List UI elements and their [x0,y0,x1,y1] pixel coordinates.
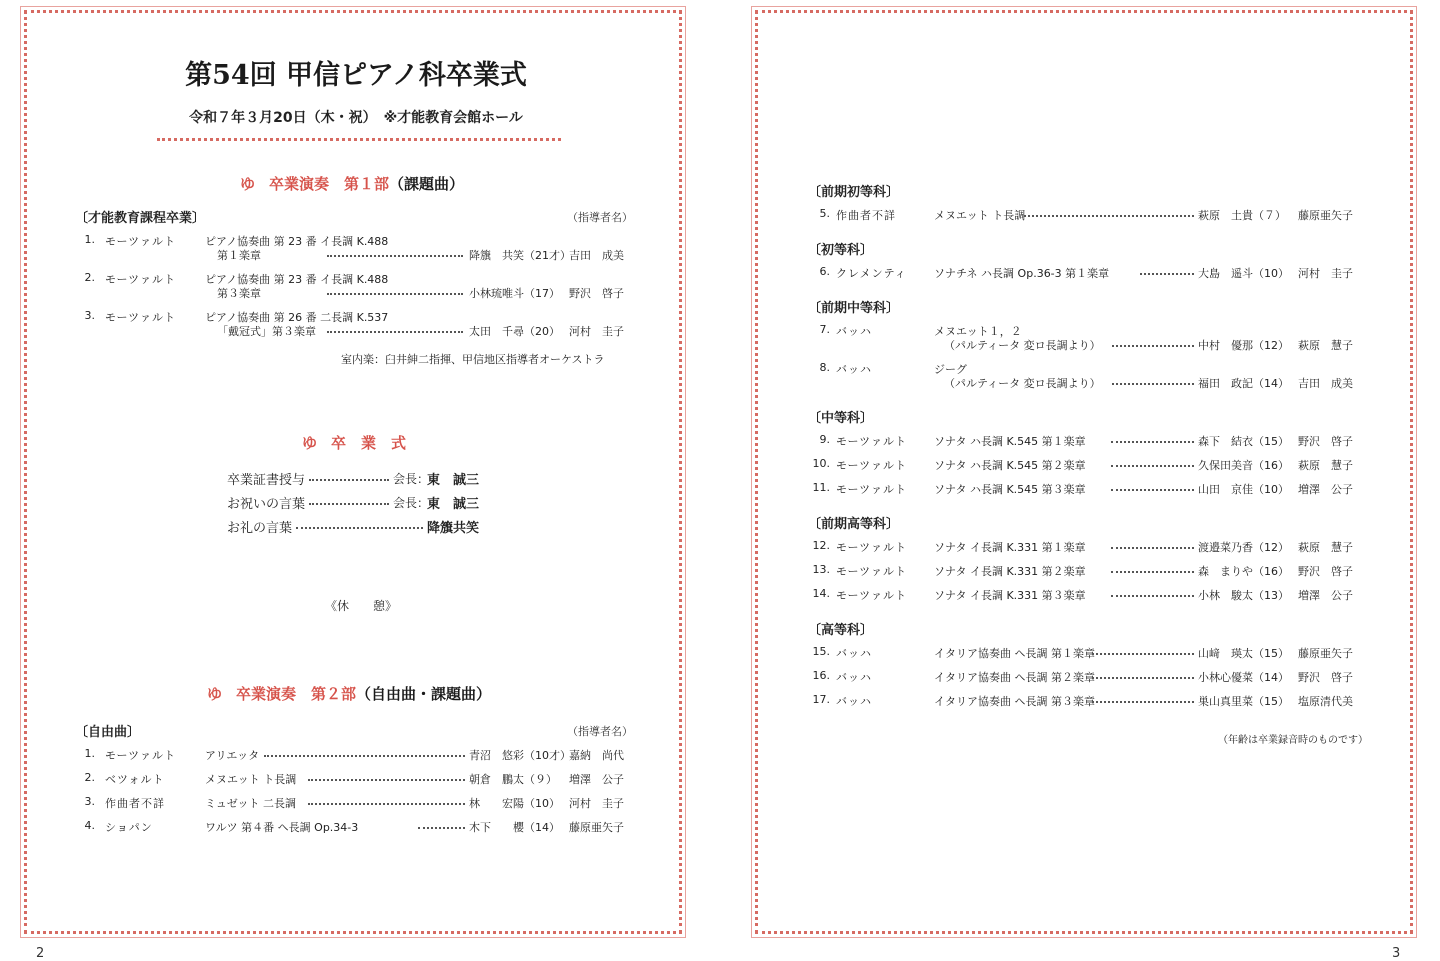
piece-subtitle: （パルティータ 変ロ長調より） [944,339,1101,352]
ceremony-person: 東 誠三 [427,497,480,512]
table-row [27,747,685,763]
composer-name: モーツァルト [105,273,177,286]
orchestra-note: 室内楽：臼井紳二指揮、甲信地区指導者オーケストラ [341,353,605,366]
composer-name: 作曲者不詳 [105,797,165,810]
piece-title: イタリア協奏曲 ヘ長調 第３楽章 [934,695,1095,708]
group-label: 〔中等科〕 [808,411,874,426]
section-mark-icon: ゆ [207,685,223,703]
composer-name: モーツァルト [105,311,177,324]
entry-number: 10. [812,457,830,470]
leader-dots [1111,489,1194,491]
leader-dots [1092,653,1194,655]
leader-dots [1092,701,1194,703]
piece-movement: 「戴冠式」第３楽章 [217,325,316,338]
piece-movement: 第１楽章 [217,249,261,262]
part2-heading [207,683,491,704]
student-name: 小林心優菜（14） [1198,671,1289,684]
program-title: 第54回 甲信ピアノ科卒業式 [185,60,527,91]
teacher-column-header: （指導者名） [567,725,633,738]
entry-number: 11. [812,481,830,494]
leader-dots [1111,441,1194,443]
leader-dots [308,803,465,805]
table-row [758,481,1416,497]
student-name: 朝倉 鵬太（９） [469,773,557,786]
piece-title: ソナタ ハ長調 K.545 第３楽章 [934,483,1086,496]
ceremony-heading [302,432,406,453]
piece-title: イタリア協奏曲 ヘ長調 第１楽章 [934,647,1095,660]
leader-dots [308,779,465,781]
table-row [27,323,685,339]
piece-title: ミュゼット 二長調 [205,797,297,810]
page-number: 3 [1392,946,1401,961]
ceremony-person: 降籏共笑 [427,521,480,536]
table-row [758,669,1416,685]
piece-title: アリエッタ [205,749,260,762]
piece-subtitle: （パルティータ 変ロ長調より） [944,377,1101,390]
ceremony-role: 会長： [393,496,430,510]
piece-movement: 第３楽章 [217,287,261,300]
leader-dots [1112,345,1194,347]
piece-title: ソナタ イ長調 K.331 第３楽章 [934,589,1086,602]
student-name: 森 まりや（16） [1198,565,1289,578]
part1-heading [240,173,464,194]
leader-dots [327,255,463,257]
group-label-course: 〔才能教育課程卒業〕 [75,211,206,226]
entry-number: 1. [84,747,95,760]
part2-heading-paren: （自由曲・課題曲） [356,685,492,703]
table-row [758,375,1416,391]
entry-number: 13. [812,563,830,576]
table-row [27,795,685,811]
student-name: 林 宏陽（10） [469,797,560,810]
entry-number: 12. [812,539,830,552]
table-row [758,337,1416,353]
table-row [758,539,1416,555]
program-page-left [24,10,682,934]
table-row [27,771,685,787]
student-name: 小林琉唯斗（17） [469,287,560,300]
ceremony-item [227,517,487,535]
teacher-name: 藤原亜矢子 [569,821,624,834]
table-row [758,587,1416,603]
table-row [27,247,685,263]
piece-title: ピアノ協奏曲 第 26 番 二長調 K.537 [205,311,389,324]
entry-number: 3. [84,309,95,322]
composer-name: 作曲者不詳 [836,209,896,222]
teacher-name: 河村 圭子 [1298,267,1353,280]
table-row [758,433,1416,449]
student-name: 山﨑 瑛太（15） [1198,647,1289,660]
student-name: 萩原 土貴（７） [1198,209,1286,222]
leader-dots [1024,215,1194,217]
composer-name: モーツァルト [105,749,177,762]
leader-dots [309,503,389,505]
group-label: 〔前期初等科〕 [808,185,900,200]
group-label: 〔初等科〕 [808,243,874,258]
piece-title: メヌエット ト長調 [934,209,1026,222]
ceremony-item [227,493,487,511]
composer-name: バッハ [836,325,872,338]
table-row [758,645,1416,661]
piece-title: ソナタ イ長調 K.331 第２楽章 [934,565,1086,578]
teacher-name: 野沢 啓子 [1298,565,1353,578]
event-date-venue: 令和７年３月20日（木・祝） ※才能教育会館ホール [189,110,523,126]
entry-number: 15. [812,645,830,658]
piece-title: メヌエット１，２ [934,325,1022,338]
teacher-name: 萩原 慧子 [1298,459,1353,472]
piece-title: ソナタ ハ長調 K.545 第２楽章 [934,459,1086,472]
student-name: 太田 千尋（20） [469,325,560,338]
piece-title: ピアノ協奏曲 第 23 番 イ長調 K.488 [205,235,389,248]
leader-dots [1112,383,1194,385]
piece-title: イタリア協奏曲 ヘ長調 第２楽章 [934,671,1095,684]
leader-dots [418,827,465,829]
leader-dots [296,527,423,529]
piece-title: ピアノ協奏曲 第 23 番 イ長調 K.488 [205,273,389,286]
piece-title: ジーグ [934,363,967,376]
page-number: 2 [36,946,45,961]
student-name: 山田 京佳（10） [1198,483,1289,496]
entry-number: 4. [84,819,95,832]
student-name: 小林 駿太（13） [1198,589,1289,602]
entry-number: 2. [84,271,95,284]
teacher-column-header: （指導者名） [567,211,633,224]
composer-name: ベツォルト [105,773,165,786]
composer-name: ショパン [105,821,153,834]
section-mark-icon: ゆ [302,434,318,452]
entry-number: 7. [819,323,830,336]
part2-heading-main: 卒業演奏 第２部 [236,685,357,703]
group-label: 〔高等科〕 [808,623,874,638]
student-name: 大島 遥斗（10） [1198,267,1289,280]
group-label: 〔前期中等科〕 [808,301,900,316]
entry-number: 8. [819,361,830,374]
teacher-name: 増澤 公子 [1298,483,1353,496]
student-name: 青沼 悠彩（10才） [469,749,571,762]
ceremony-person: 東 誠三 [427,473,480,488]
ceremony-item [227,469,487,487]
teacher-name: 河村 圭子 [569,325,624,338]
teacher-name: 藤原亜矢子 [1298,209,1353,222]
composer-name: クレメンティ [836,267,907,280]
student-name: 福田 政記（14） [1198,377,1289,390]
piece-title: ソナチネ ハ長調 Op.36-3 第１楽章 [934,267,1110,280]
part1-heading-paren: （課題曲） [389,175,465,193]
leader-dots [309,479,389,481]
part1-heading-main: 卒業演奏 第１部 [269,175,390,193]
leader-dots [1111,595,1194,597]
composer-name: バッハ [836,647,872,660]
teacher-name: 嘉納 尚代 [569,749,624,762]
composer-name: モーツァルト [836,459,908,472]
ceremony-heading-main: 卒 業 式 [331,434,407,452]
student-name: 木下 櫻（14） [469,821,560,834]
piece-title: ソナタ イ長調 K.331 第１楽章 [934,541,1086,554]
table-row [758,457,1416,473]
ceremony-role: 会長： [393,472,430,486]
student-name: 中村 優那（12） [1198,339,1289,352]
leader-dots [327,293,463,295]
table-row [27,819,685,835]
piece-title: ソナタ ハ長調 K.545 第１楽章 [934,435,1086,448]
entry-number: 2. [84,771,95,784]
entry-number: 3. [84,795,95,808]
entry-number: 1. [84,233,95,246]
composer-name: モーツァルト [836,589,908,602]
intermission: 《休 憩》 [325,599,398,613]
teacher-name: 藤原亜矢子 [1298,647,1353,660]
entry-number: 16. [812,669,830,682]
teacher-name: 萩原 慧子 [1298,541,1353,554]
composer-name: モーツァルト [836,541,908,554]
teacher-name: 河村 圭子 [569,797,624,810]
table-row [758,207,1416,223]
entry-number: 14. [812,587,830,600]
teacher-name: 増澤 公子 [1298,589,1353,602]
student-name: 森下 結衣（15） [1198,435,1289,448]
teacher-name: 野沢 啓子 [1298,435,1353,448]
teacher-name: 塩原清代美 [1298,695,1353,708]
piece-title: メヌエット ト長調 [205,773,297,786]
student-name: 巣山真里菜（15） [1198,695,1289,708]
student-name: 渡邉菜乃香（12） [1198,541,1289,554]
student-name: 降籏 共笑（21才） [469,249,571,262]
teacher-name: 吉田 成美 [1298,377,1353,390]
teacher-name: 吉田 成美 [569,249,624,262]
teacher-name: 野沢 啓子 [1298,671,1353,684]
entry-number: 17. [812,693,830,706]
ceremony-label: お祝いの言葉 [227,497,306,512]
composer-name: バッハ [836,695,872,708]
composer-name: バッハ [836,671,872,684]
teacher-name: 野沢 啓子 [569,287,624,300]
ceremony-label: 卒業証書授与 [227,473,306,488]
decorative-divider [157,138,561,141]
table-row [27,285,685,301]
ceremony-label: お礼の言葉 [227,521,293,536]
table-row [758,693,1416,709]
composer-name: モーツァルト [105,235,177,248]
student-name: 久保田美音（16） [1198,459,1289,472]
leader-dots [1111,571,1194,573]
entry-number: 9. [819,433,830,446]
teacher-name: 増澤 公子 [569,773,624,786]
entry-number: 6. [819,265,830,278]
group-label: 〔前期高等科〕 [808,517,900,532]
leader-dots [327,331,463,333]
leader-dots [1092,677,1194,679]
table-row [758,265,1416,281]
composer-name: モーツァルト [836,483,908,496]
age-note: （年齢は卒業録音時のものです） [1218,735,1368,746]
piece-title: ワルツ 第４番 ヘ長調 Op.34-3 [205,821,359,834]
table-row [758,563,1416,579]
program-page-right [755,10,1413,934]
section-mark-icon: ゆ [240,175,256,193]
entry-number: 5. [819,207,830,220]
composer-name: バッハ [836,363,872,376]
group-label-free: 〔自由曲〕 [75,725,141,740]
teacher-name: 萩原 慧子 [1298,339,1353,352]
leader-dots [1111,465,1194,467]
leader-dots [1111,547,1194,549]
composer-name: モーツァルト [836,565,908,578]
composer-name: モーツァルト [836,435,908,448]
leader-dots [1140,273,1194,275]
leader-dots [264,755,465,757]
